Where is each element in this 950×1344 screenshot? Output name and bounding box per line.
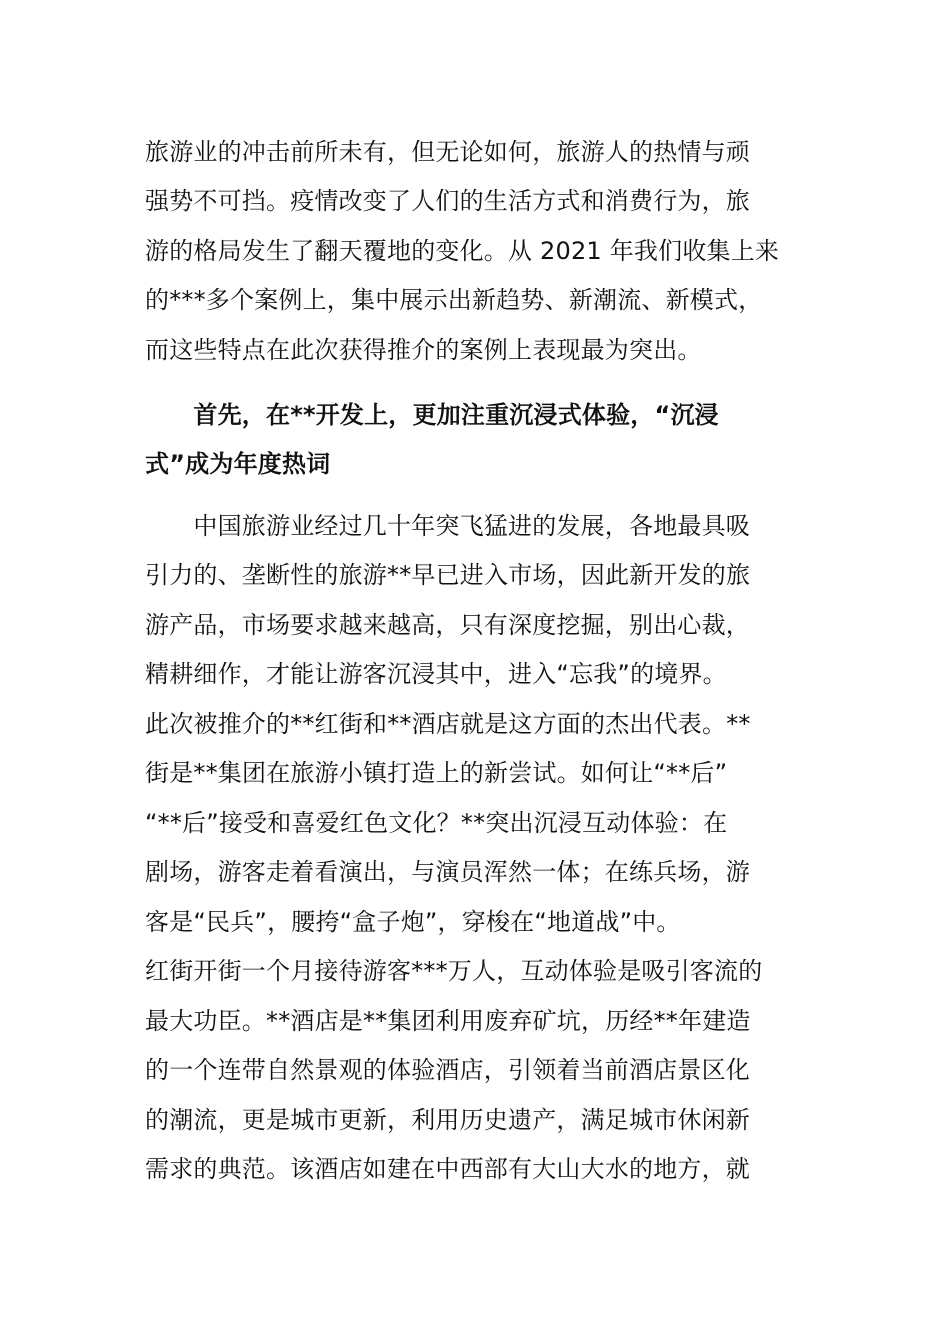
text-line-17: 红街开街一个月接待游客***万人，互动体验是吸引客流的 bbox=[145, 957, 763, 985]
text-line-11: 精耕细作，才能让游客沉浸其中，进入“忘我”的境界。 bbox=[145, 660, 727, 688]
text-line-16: 客是“民兵”，腰挎“盒子炮”，穿梭在“地道战”中。 bbox=[145, 908, 681, 936]
text-line-10: 游产品，市场要求越来越高，只有深度挖掘，别出心裁， bbox=[145, 611, 750, 639]
text-line-9: 引力的、垄断性的旅游**早已进入市场，因此新开发的旅 bbox=[145, 561, 751, 589]
text-line-20: 的潮流，更是城市更新，利用历史遗产，满足城市休闲新 bbox=[145, 1106, 750, 1134]
section-heading-line-1: 首先，在**开发上，更加注重沉浸式体验，“沉浸 bbox=[145, 401, 719, 429]
text-line-21: 需求的典范。该酒店如建在中西部有大山大水的地方，就 bbox=[145, 1155, 750, 1183]
text-line-3: 游的格局发生了翻天覆地的变化。从 2021 年我们收集上来 bbox=[145, 237, 780, 265]
text-line-13: 街是**集团在旅游小镇打造上的新尝试。如何让“**后” bbox=[145, 759, 728, 787]
text-line-18: 最大功臣。**酒店是**集团利用废弃矿坑，历经**年建造 bbox=[145, 1007, 751, 1035]
text-line-19: 的一个连带自然景观的体验酒店，引领着当前酒店景区化 bbox=[145, 1056, 750, 1084]
text-line-4: 的***多个案例上，集中展示出新趋势、新潮流、新模式， bbox=[145, 286, 763, 314]
text-line-2: 强势不可挡。疫情改变了人们的生活方式和消费行为，旅 bbox=[145, 187, 750, 215]
text-line-8: 中国旅游业经过几十年突飞猛进的发展，各地最具吸 bbox=[145, 512, 750, 540]
text-line-14: “**后”接受和喜爱红色文化？**突出沉浸互动体验：在 bbox=[145, 809, 728, 837]
text-line-15: 剧场，游客走着看演出，与演员浑然一体；在练兵场，游 bbox=[145, 858, 750, 886]
text-line-5: 而这些特点在此次获得推介的案例上表现最为突出。 bbox=[145, 336, 702, 364]
text-line-1: 旅游业的冲击前所未有，但无论如何，旅游人的热情与顽 bbox=[145, 138, 750, 166]
section-heading-line-2: 式”成为年度热词 bbox=[145, 450, 331, 478]
text-line-12: 此次被推介的**红街和**酒店就是这方面的杰出代表。** bbox=[145, 710, 751, 738]
